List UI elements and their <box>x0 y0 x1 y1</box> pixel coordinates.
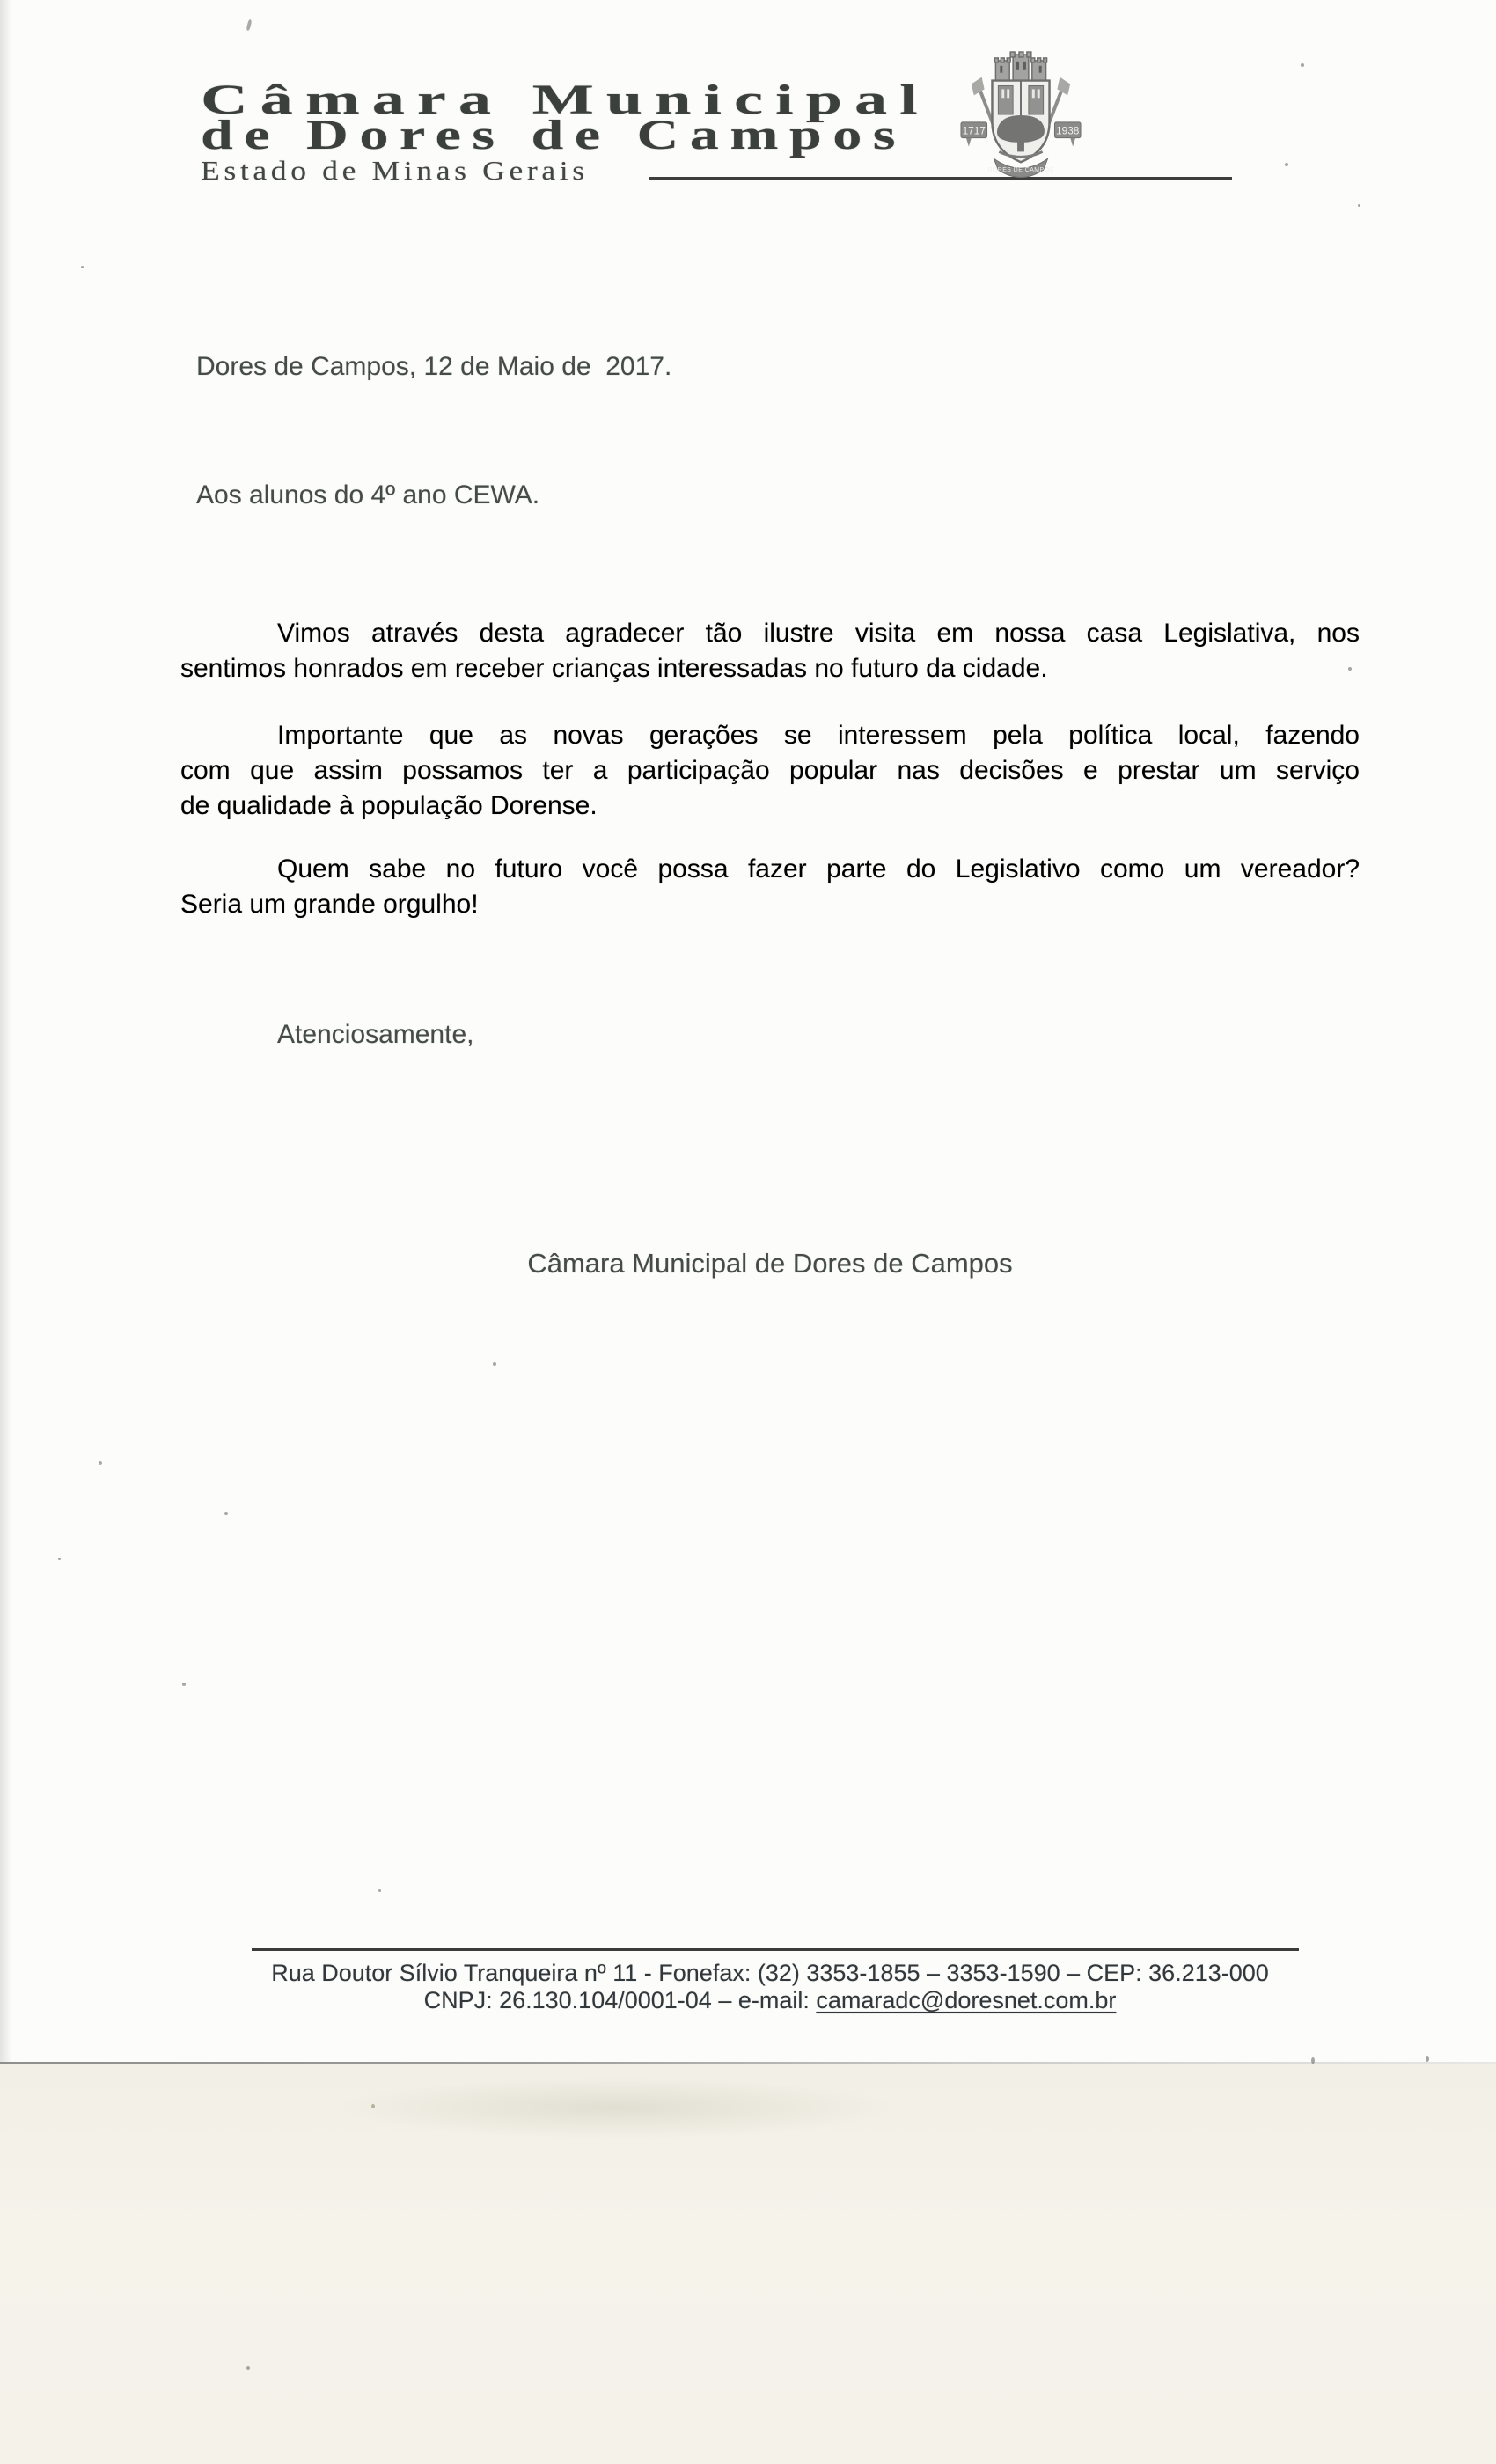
scan-speck <box>1358 204 1360 207</box>
paragraph-line: sentimos honrados em receber crianças interessadas no futuro da cidade. <box>180 654 1048 683</box>
scan-speck <box>1311 2057 1315 2064</box>
scan-speck <box>182 1683 186 1686</box>
scan-left-shade <box>0 0 12 2062</box>
scan-speck <box>1426 2056 1429 2062</box>
letter-recipient: Aos alunos do 4º ano CEWA. <box>196 480 540 510</box>
scan-speck <box>58 1558 61 1560</box>
letter-date: Dores de Campos, 12 de Maio de 2017. <box>196 352 672 381</box>
scan-speck <box>493 1362 496 1366</box>
paragraph-line: Quem sabe no futuro você possa fazer parte do Legislativo como um vereador? <box>277 854 1360 884</box>
footer-rule <box>252 1948 1299 1951</box>
scan-speck <box>224 1512 228 1515</box>
municipal-coat-of-arms-icon <box>959 49 1082 181</box>
crest-year-right: 1938 <box>1056 124 1080 137</box>
paragraph-line: Importante que as novas gerações se interessem pela política local, fazendo <box>277 721 1360 750</box>
letter-paragraph-1 <box>180 616 1360 686</box>
scan-speck <box>81 266 84 268</box>
footer <box>158 1960 1382 2014</box>
scan-speck <box>1348 667 1352 671</box>
letter-paragraph-3 <box>180 852 1360 922</box>
paragraph-line: Seria um grande orgulho! <box>180 890 479 919</box>
paragraph-line: Vimos através desta agradecer tão ilustre visita em nossa casa Legislativa, nos <box>277 619 1360 648</box>
scan-speck <box>378 1889 381 1892</box>
footer-cnpj-email-prefix: CNPJ: 26.130.104/0001-04 – e-mail: <box>423 1987 817 2013</box>
letterhead-rule <box>649 177 1232 180</box>
crest-year-left: 1717 <box>962 124 986 137</box>
scan-speck <box>99 1461 102 1465</box>
crest-banner-text: DORES DE CAMPOS <box>987 167 1054 174</box>
scan-speck <box>1285 163 1288 166</box>
letterhead <box>201 77 930 186</box>
org-name-line2: de Dores de Campos <box>201 112 906 158</box>
state-line: Estado de Minas Gerais <box>201 155 589 186</box>
paragraph-line: com que assim possamos ter a participação popular nas decisões e prestar um serviço <box>180 756 1360 785</box>
scan-speck <box>1301 63 1304 67</box>
scan-smudge <box>334 2077 898 2138</box>
scan-mark <box>246 19 252 32</box>
letter-signature: Câmara Municipal de Dores de Campos <box>527 1248 1013 1279</box>
scan-speck <box>371 2104 375 2108</box>
footer-cnpj-line <box>158 1987 1382 2014</box>
org-name-line1: Câmara Municipal <box>201 77 930 123</box>
footer-email: camaradc@doresnet.com.br <box>816 1987 1117 2013</box>
scan-speck <box>246 2366 250 2370</box>
letter-paragraph-2 <box>180 718 1360 824</box>
letter-closing: Atenciosamente, <box>277 1020 474 1049</box>
footer-address-line: Rua Doutor Sílvio Tranqueira nº 11 - Fonefax: (32) 3353-1855 – 3353-1590 – CEP: 36.213-000 <box>271 1960 1269 1986</box>
paragraph-line: de qualidade à população Dorense. <box>180 791 598 820</box>
